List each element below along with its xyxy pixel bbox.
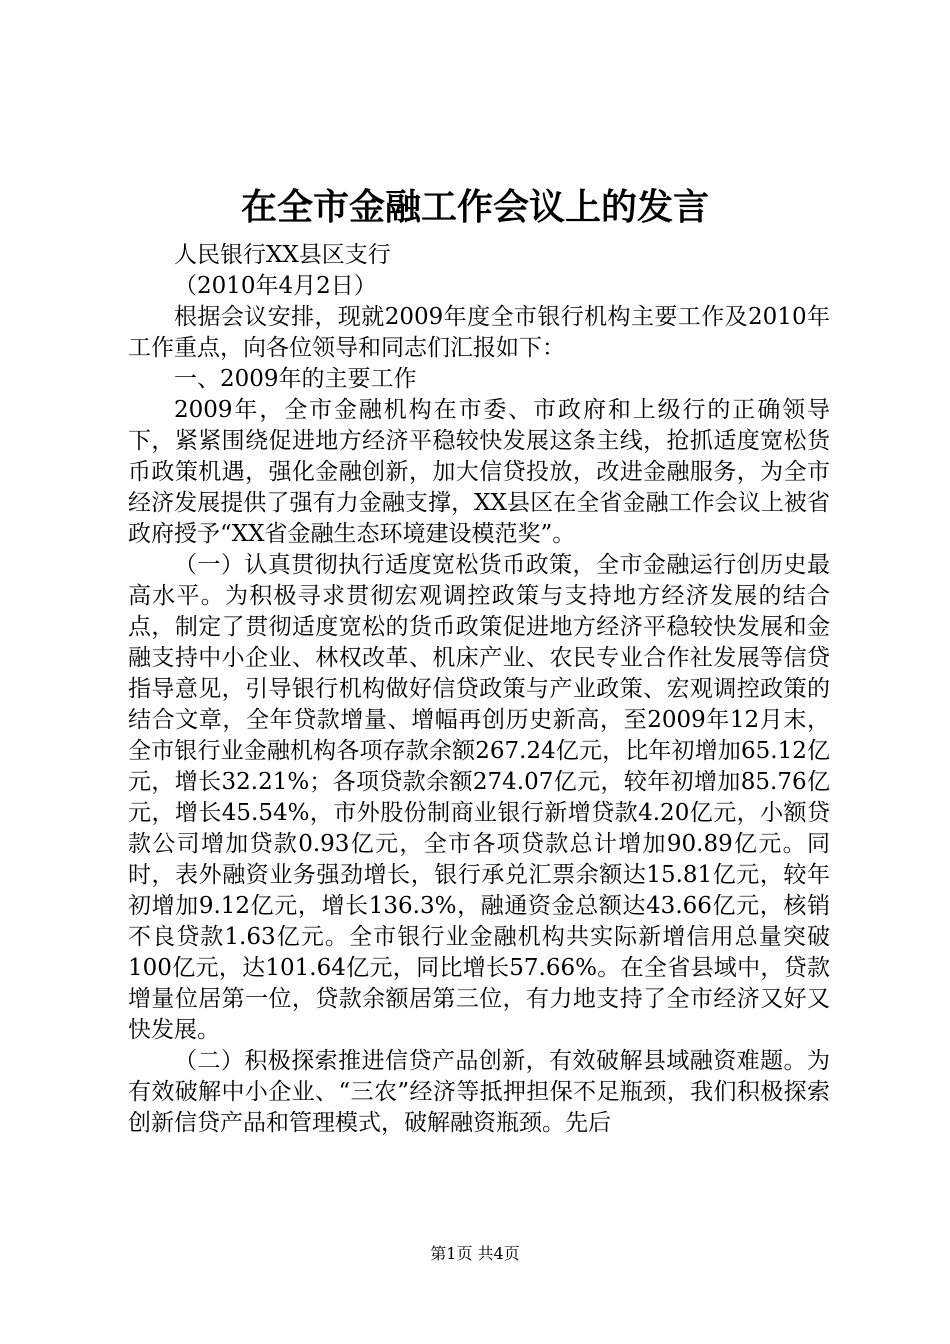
page-footer: 第1页 共4页	[430, 1244, 520, 1263]
intro-paragraph: 根据会议安排，现就2009年度全市银行机构主要工作及2010年工作重点，向各位领导和同志们汇报如下：	[128, 304, 830, 361]
subsection-two-paragraph: （二）积极探索推进信贷产品创新，有效破解县域融资难题。为有效破解中小企业、“三农”经济等抵押担保不足瓶颈，我们积极探索创新信贷产品和管理模式，破解融资瓶颈。先后	[128, 1048, 830, 1136]
document-title: 在全市金融工作会议上的发言	[240, 187, 709, 228]
document-body	[128, 240, 830, 1139]
date-line: （2010年4月2日）	[174, 273, 377, 299]
section-heading: 一、2009年的主要工作	[174, 366, 417, 392]
subsection-one-paragraph: （一）认真贯彻执行适度宽松货币政策，全市金融运行创历史最高水平。为积极寻求贯彻宏观调控政策与支持地方经济发展的结合点，制定了贯彻适度宽松的货币政策促进地方经济平稳较快发展和金融支持中小企业、林权改革、机床产业、农民专业合作社发展等信贷指导意见，引导银行机构做好信贷政策与产业政策、宏观调控政策的结合文章，全年贷款增量、增幅再创历史新高，至2009年12月末，全市银行业金融机构各项存款余额267.24亿元，比年初增加65.12亿元，增长32.21%；各项贷款余额274.07亿元，较年初增加85.76亿元，增长45.54%，市外股份制商业银行新增贷款4.20亿元，小额贷款公司增加贷款0.93亿元，全市各项贷款总计增加90.89亿元。同时，表外融资业务强劲增长，银行承兑汇票余额达15.81亿元，较年初增加9.12亿元，增长136.3%，融通资金总额达43.66亿元，核销不良贷款1.63亿元。全市银行业金融机构共实际新增信用总量突破100亿元，达101.64亿元，同比增长57.66%。在全省县域中，贷款增量位居第一位，贷款余额居第三位，有力地支持了全市经济又好又快发展。	[128, 552, 830, 1043]
author-line: 人民银行XX县区支行	[174, 242, 391, 268]
summary-paragraph: 2009年，全市金融机构在市委、市政府和上级行的正确领导下，紧紧围绕促进地方经济平稳较快发展这条主线，抢抓适度宽松货币政策机遇，强化金融创新，加大信贷投放，改进金融服务，为全市经济发展提供了强有力金融支撑，XX县区在全省金融工作会议上被省政府授予“XX省金融生态环境建设模范奖”。	[128, 397, 830, 547]
